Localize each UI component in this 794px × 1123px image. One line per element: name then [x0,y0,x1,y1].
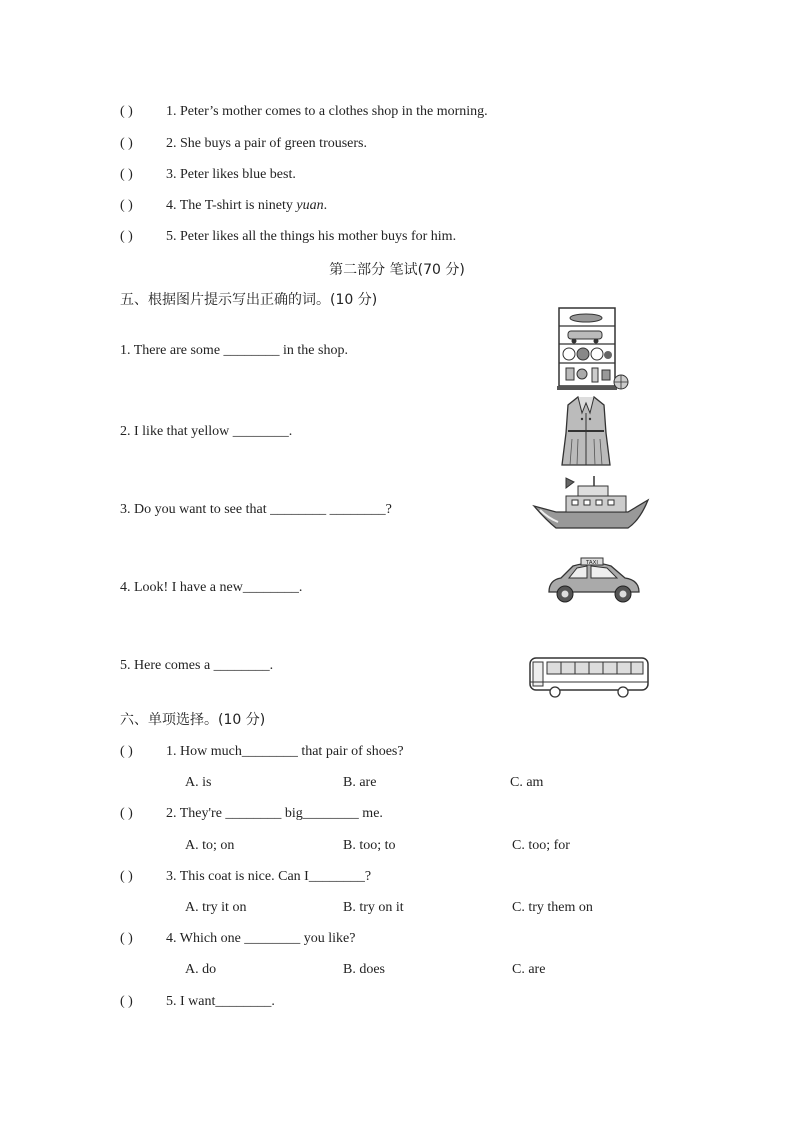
item-text: 1. Peter’s mother comes to a clothes shop in the morning. [166,104,488,119]
section5-item-5: 5. Here comes a ________. [120,658,274,673]
option-c[interactable]: C. try them on [512,900,593,915]
toy-shelf-picture [556,306,630,392]
section5-item-3: 3. Do you want to see that ________ ________? [120,502,392,517]
question-text: 5. I want________. [166,994,275,1009]
answer-paren[interactable]: ( ) [120,994,133,1009]
question-5 [120,993,275,1011]
answer-paren[interactable]: ( ) [120,744,133,759]
taxi-picture [545,556,643,604]
question-1 [120,743,404,761]
option-a[interactable]: A. do [185,962,217,977]
option-b[interactable]: B. are [343,775,377,790]
option-c[interactable]: C. am [510,775,544,790]
listening-item-4 [120,197,327,215]
listening-item-1 [120,103,488,121]
answer-paren[interactable]: ( ) [120,167,133,182]
item-text: 3. Peter likes blue best. [166,167,296,182]
answer-paren[interactable]: ( ) [120,931,133,946]
question-text: 1. How much________ that pair of shoes? [166,744,404,759]
item-text-italic: yuan [296,198,324,213]
option-c[interactable]: C. too; for [512,838,570,853]
question-text: 4. Which one ________ you like? [166,931,356,946]
item-text-end: . [323,198,328,213]
section5-item-1: 1. There are some ________ in the shop. [120,343,348,358]
question-3 [120,868,371,886]
answer-paren[interactable]: ( ) [120,198,133,213]
section6-title: 六、单项选择。(10 分) [120,712,266,728]
item-text: 2. She buys a pair of green trousers. [166,136,368,151]
question-text: 2. They're ________ big________ me. [166,806,383,821]
question-text: 3. This coat is nice. Can I________? [166,869,372,884]
question-4 [120,930,356,948]
option-b[interactable]: B. try on it [343,900,404,915]
coat-picture [560,393,612,469]
ship-picture [532,476,650,538]
section5-title: 五、根据图片提示写出正确的词。(10 分) [120,292,378,308]
answer-paren[interactable]: ( ) [120,869,133,884]
option-b[interactable]: B. does [343,962,385,977]
option-a[interactable]: A. to; on [185,838,235,853]
question-2 [120,805,383,823]
answer-paren[interactable]: ( ) [120,136,133,151]
option-a[interactable]: A. try it on [185,900,247,915]
taxi-sign-text: TAXI [585,560,599,566]
answer-paren[interactable]: ( ) [120,229,133,244]
answer-paren[interactable]: ( ) [120,104,133,119]
option-c[interactable]: C. are [512,962,546,977]
item-text: 4. The T-shirt is ninety [166,198,297,213]
section5-item-2: 2. I like that yellow ________. [120,424,293,439]
listening-item-3 [120,166,296,184]
listening-item-2 [120,135,367,153]
bus-picture [527,654,651,700]
option-a[interactable]: A. is [185,775,212,790]
option-b[interactable]: B. too; to [343,838,396,853]
item-text: 5. Peter likes all the things his mother buys for him. [166,229,457,244]
part-two-title: 第二部分 笔试(70 分) [329,262,465,278]
section5-item-4: 4. Look! I have a new________. [120,580,303,595]
answer-paren[interactable]: ( ) [120,806,133,821]
listening-item-5 [120,228,456,246]
